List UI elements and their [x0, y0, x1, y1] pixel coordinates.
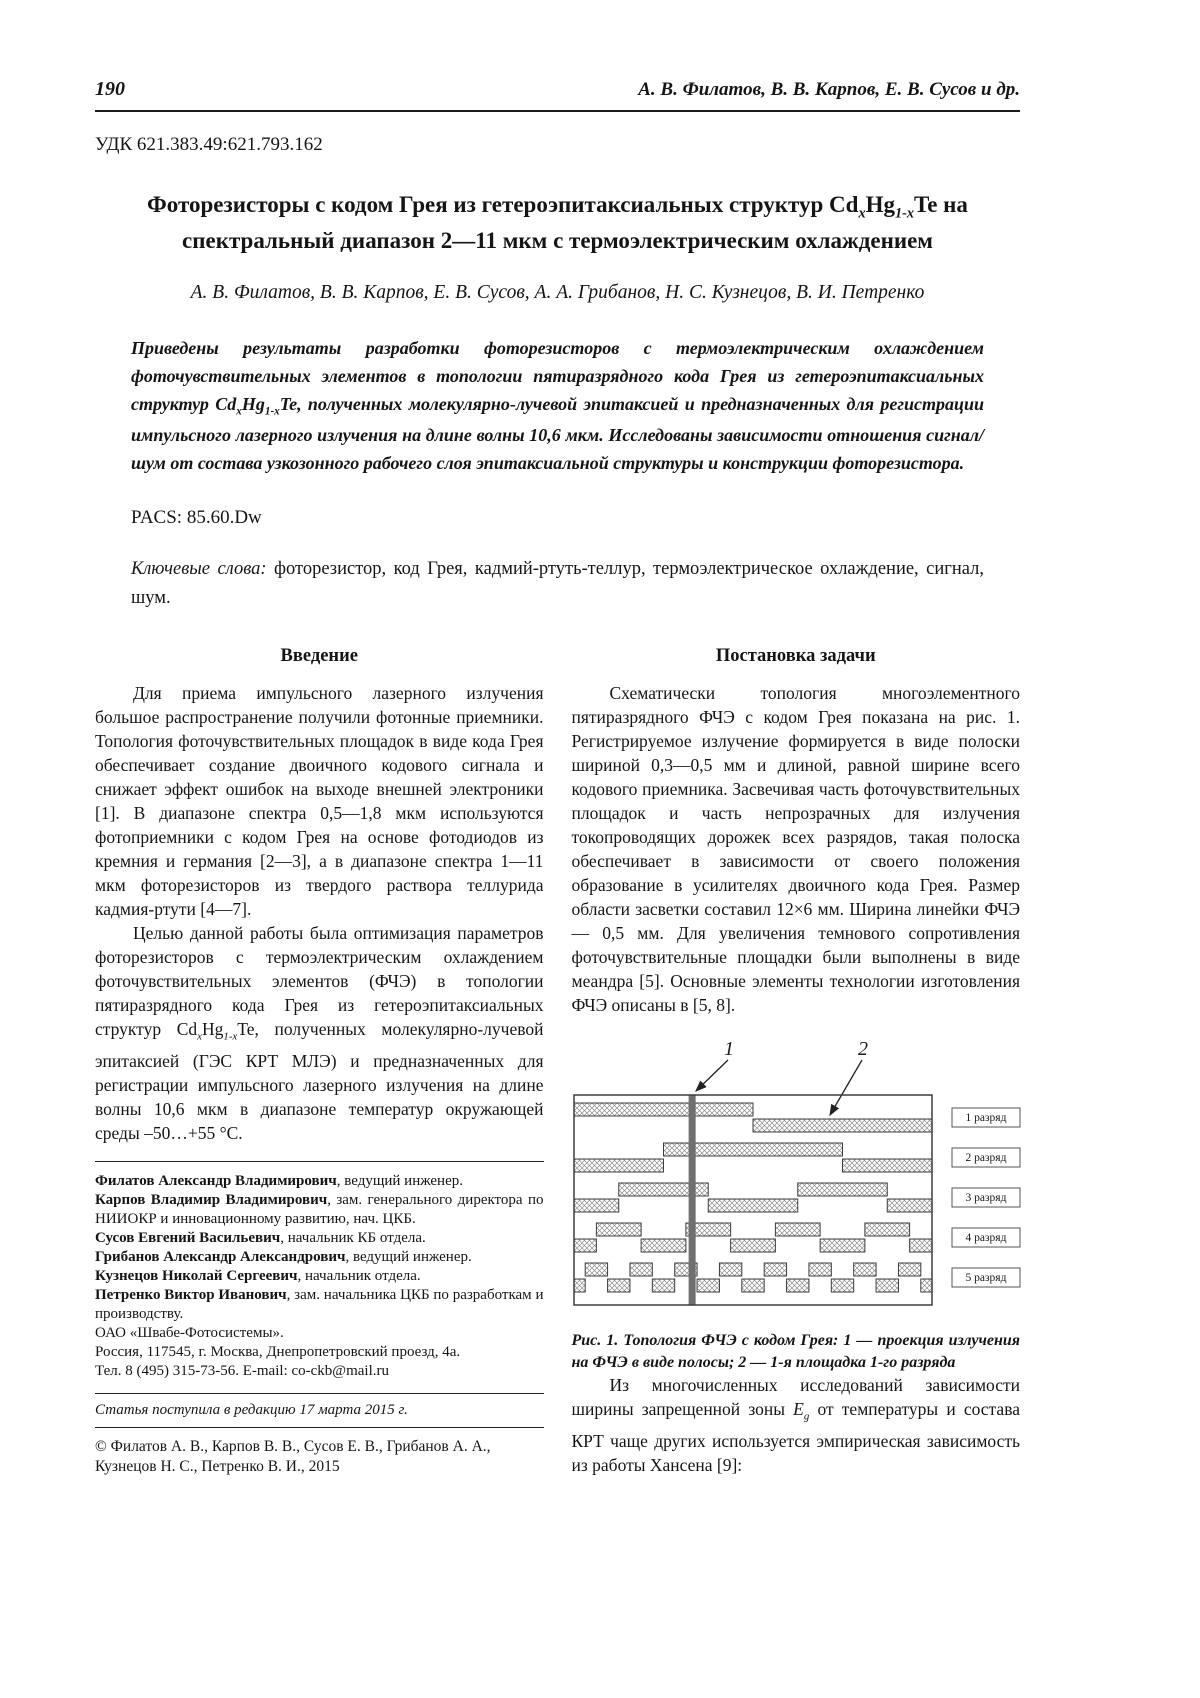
keywords-label: Ключевые слова:	[131, 558, 267, 579]
svg-text:5 разряд: 5 разряд	[965, 1272, 1006, 1285]
intro-paragraph-1: Для приема импульсного лазерного излучения большое распространение получили фотонные приемники. Топология фоточувствительных площадок в виде кода Грея обеспечивает создание двоичного кодового сигнала и снижает эффект ошибок на выходе внешней электроники [1]. В диапазоне спектра 0,5—1,8 мкм используются фотоприемники с кодом Грея на основе фотодиодов из кремния и германия [2—3], а в диапазоне спектра 1—11 мкм фоторезисторов из твердого раствора теллурида кадмия-ртути [4—7].	[95, 683, 544, 920]
intro-paragraph-2: Целью данной работы была оптимизация параметров фоторезисторов с термоэлектрическим охлаждением фоточувствительных элементов (ФЧЭ) в топологии пятиразрядного кода Грея из гетероэпитаксиальных структур $Cd_xHg_{1-x}Te$, полученных молекулярно-лучевой эпитаксией (ГЭС КРТ МЛЭ) и предназначенных для регистрации импульсного лазерного излучения на длине волны 10,6 мкм в диапазоне температур окружающей среды –50…+55 °С.	[95, 923, 544, 1143]
section-introduction-heading: Введение	[280, 646, 358, 667]
svg-text:4 разряд: 4 разряд	[965, 1232, 1006, 1245]
bit-label-4	[952, 1228, 1020, 1247]
problem-paragraph-1: Схематически топология многоэлементного пятиразрядного ФЧЭ с кодом Грея показана на рис. 1. Регистрируемое излучение формируется в виде полоски шириной 0,3—0,5 мм и длиной, равной ширине всего кодового приемника. Засвечивая часть фоточувствительных площадок и часть непрозрачных для излучения токопроводящих дорожек всех разрядов, такая полоска обеспечивает в зависимости от своего положения образование в усилителях двоичного кода Грея. Размер области засветки составил 12×6 мм. Ширина линейки ФЧЭ — 0,5 мм. Для увеличения темнового сопротивления фоточувствительные площадки были выполнены в виде меандра [5]. Основные элементы технологии изготовления ФЧЭ описаны в [5, 8].	[571, 683, 1020, 1016]
authors-line: А. В. Филатов, В. В. Карпов, Е. В. Сусов, А. А. Грибанов, Н. С. Кузнецов, В. И. Петренко	[190, 281, 925, 303]
bit-label-5	[952, 1268, 1020, 1287]
authors-info-footnote	[95, 1161, 544, 1381]
callout-1-arrow	[696, 1060, 728, 1091]
article-title: Фоторезисторы с кодом Грея из гетероэпитаксиальных структур $Cd_xHg_{1-x}Te$ на спектральный диапазон 2—11 мкм с термоэлектрическим охлаждением	[147, 192, 968, 254]
running-authors: А. В. Филатов, В. В. Карпов, Е. В. Сусов и др.	[638, 79, 1020, 100]
copyright-note: © Филатов А. В., Карпов В. В., Сусов Е. В., Грибанов А. А., Кузнецов Н. С., Петренко В. И., 2015	[95, 1427, 544, 1477]
running-header	[95, 78, 1020, 112]
figure-callout-2: 2	[857, 1038, 868, 1061]
svg-text:3 разряд: 3 разряд	[965, 1192, 1006, 1205]
left-column	[95, 646, 544, 1477]
bandgap-symbol: E	[793, 1399, 804, 1420]
received-note: Статья поступила в редакцию 17 марта 2015 г.	[95, 1393, 544, 1427]
postal-address: Россия, 117545, г. Москва, Днепропетровский проезд, 4а.	[95, 1343, 461, 1360]
bit-label-2	[952, 1148, 1020, 1167]
keywords	[131, 555, 984, 612]
right-column	[572, 646, 1021, 1477]
bio-item: Филатов Александр Владимирович, ведущий инженер.	[95, 1172, 463, 1189]
radiation-strip	[688, 1095, 695, 1305]
bit-label-1	[952, 1108, 1020, 1127]
abstract: Приведены результаты разработки фоторезисторов с термоэлектрическим охлаждением фоточувствительных элементов в топологии пятиразрядного кода Грея из гетероэпитаксиальных структур $Cd_xHg_{1-x}Te$, полученных молекулярно-лучевой эпитаксией и предназначенных для регистрации импульсного лазерного излучения на длине волны 10,6 мкм. Исследованы зависимости отношения сигнал/шум от состава узкозонного рабочего слоя эпитаксиальной структуры и конструкции фоторезистора.	[131, 337, 984, 473]
bio-item: Карпов Владимир Владимирович, зам. генерального директора по НИИОКР и инновационному развитию, нач. ЦКБ.	[95, 1191, 544, 1227]
two-column-body	[95, 646, 1020, 1477]
figure-1	[572, 1033, 1021, 1373]
gray-code-pads	[574, 1103, 932, 1292]
figure-callout-1: 1	[723, 1038, 734, 1061]
figure-1-caption: Рис. 1. Топология ФЧЭ с кодом Грея: 1 — проекция излучения на ФЧЭ в виде полосы; 2 — 1-я площадка 1-го разряда	[571, 1332, 1020, 1371]
page-number: 190	[95, 78, 125, 100]
svg-text:1 разряд: 1 разряд	[965, 1112, 1006, 1125]
bit-label-3	[952, 1188, 1020, 1207]
section-problem-heading: Постановка задачи	[715, 646, 876, 667]
pacs-line: PACS: 85.60.Dw	[131, 506, 262, 528]
callout-2-arrow	[830, 1060, 862, 1115]
bio-item: Петренко Виктор Иванович, зам. начальника ЦКБ по разработкам и производству.	[95, 1286, 544, 1322]
bio-item: Сусов Евгений Васильевич, начальник КБ отдела.	[95, 1229, 426, 1246]
udc-code: УДК 621.383.49:621.793.162	[95, 134, 323, 155]
organization: ОАО «Швабе-Фотосистемы».	[95, 1324, 284, 1341]
svg-text:2 разряд: 2 разряд	[965, 1152, 1006, 1165]
bio-item: Грибанов Александр Александрович, ведущий инженер.	[95, 1248, 472, 1265]
contacts-line: Тел. 8 (495) 315-73-56. E-mail: co-ckb@mail.ru	[95, 1362, 389, 1379]
keywords-text: фоторезистор, код Грея, кадмий-ртуть-теллур, термоэлектрическое охлаждение, сигнал, шум.	[131, 558, 984, 608]
bio-item: Кузнецов Николай Сергеевич, начальник отдела.	[95, 1267, 421, 1284]
figure-1-diagram	[572, 1033, 1022, 1313]
problem-paragraph-2: Из многочисленных исследований зависимости ширины запрещенной зоны $E_g$ от температуры и состава КРТ чаще других используется эмпирическая зависимость из работы Хансена [9]:	[571, 1375, 1020, 1475]
